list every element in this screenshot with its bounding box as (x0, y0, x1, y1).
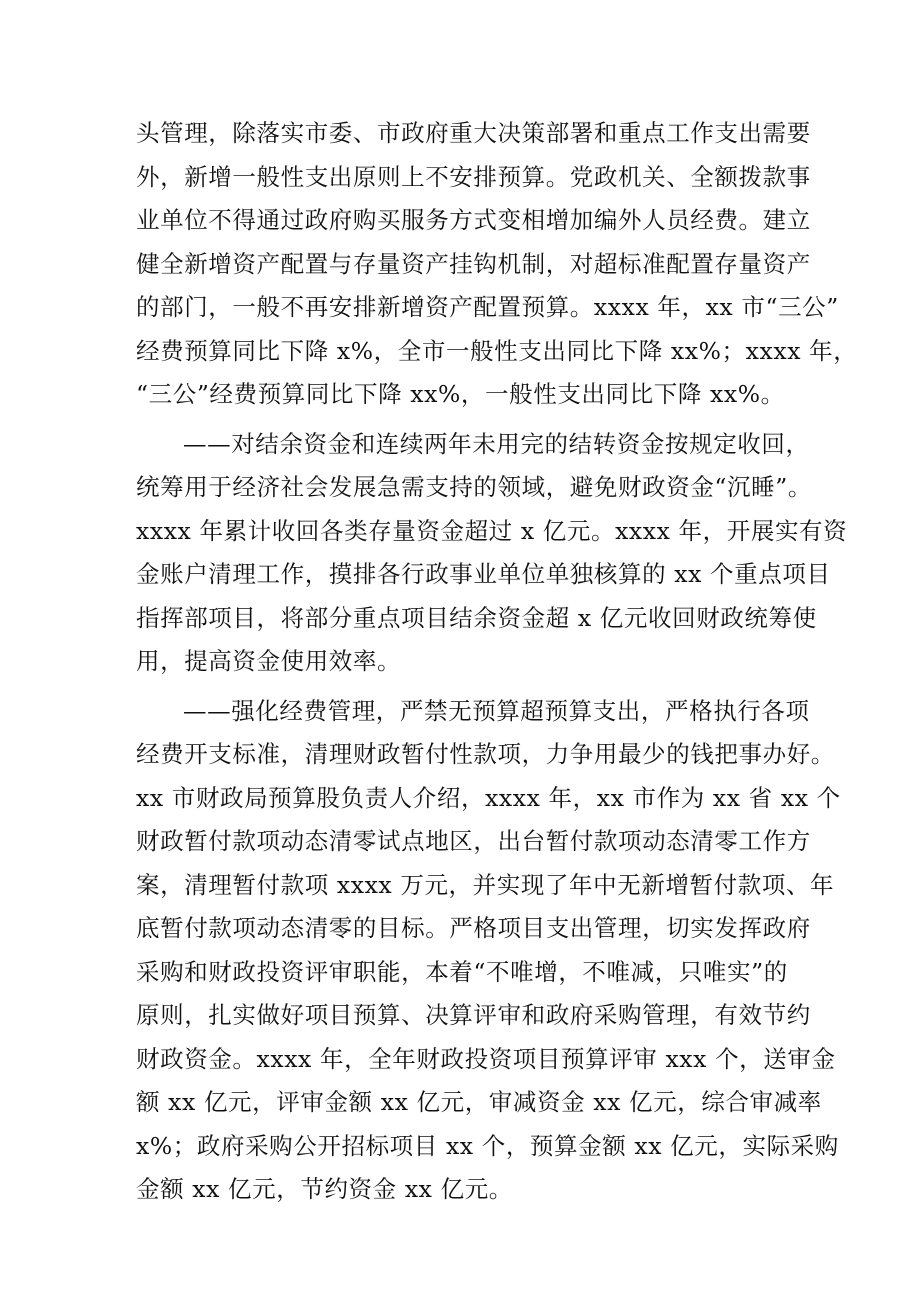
text-line: x%；政府采购公开招标项目 xx 个，预算金额 xx 亿元，实际采购 (136, 1131, 839, 1160)
text-line: 采购和财政投资评审职能，本着“不唯增，不唯减，只唯实”的 (136, 957, 788, 986)
text-line: 健全新增资产配置与存量资产挂钩机制，对超标准配置存量资产 (136, 249, 811, 278)
text-line: xxxx 年累计收回各类存量资金超过 x 亿元。xxxx 年，开展实有资 (136, 516, 848, 545)
text-line: 财政资金。xxxx 年，全年财政投资项目预算评审 xxx 个，送审金 (136, 1044, 836, 1073)
text-line: 金账户清理工作，摸排各行政事业单位单独核算的 xx 个重点项目 (136, 560, 831, 588)
text-line: ——强化经费管理，严禁无预算超预算支出，严格执行各项 (183, 696, 810, 725)
text-line: 案，清理暂付款项 xxxx 万元，并实现了年中无新增暂付款项、年 (136, 870, 835, 899)
text-line: 原则，扎实做好项目预算、决算评审和政府采购管理，有效节约 (136, 1001, 811, 1029)
text-line: 财政暂付款项动态清零试点地区，出台暂付款项动态清零工作方 (136, 827, 811, 855)
text-line: 底暂付款项动态清零的目标。严格项目支出管理，切实发挥政府 (136, 914, 811, 942)
paragraph-2 (136, 423, 848, 684)
text-line: 业单位不得通过政府购买服务方式变相增加编外人员经费。建立 (136, 206, 811, 234)
text-line: 头管理，除落实市委、市政府重大决策部署和重点工作支出需要 (136, 119, 811, 147)
paragraph-1 (136, 112, 858, 417)
text-line: 指挥部项目，将部分重点项目结余资金超 x 亿元收回财政统筹使 (136, 603, 817, 632)
text-line: xx 市财政局预算股负责人介绍，xxxx 年，xx 市作为 xx 省 xx 个 (136, 783, 841, 812)
text-line: 经费开支标准，清理财政暂付性款项，力争用最少的钱把事办好。 (136, 740, 835, 768)
text-line: 用，提高资金使用效率。 (136, 647, 402, 675)
text-line: ——对结余资金和连续两年未用完的结转资金按规定收回， (183, 429, 810, 458)
text-line: 的部门，一般不再安排新增资产配置预算。xxxx 年，xx 市“三公” (136, 293, 839, 321)
text-line: 经费预算同比下降 x%，全市一般性支出同比下降 xx%；xxxx 年， (136, 336, 858, 365)
document-body (136, 112, 858, 1212)
text-line: 金额 xx 亿元，节约资金 xx 亿元。 (136, 1175, 513, 1203)
text-line: 额 xx 亿元，评审金额 xx 亿元，审减资金 xx 亿元，综合审减率 (136, 1088, 822, 1116)
paragraph-3 (136, 690, 841, 1212)
text-line: “三公”经费预算同比下降 xx%，一般性支出同比下降 xx%。 (136, 380, 785, 408)
text-line: 外，新增一般性支出原则上不安排预算。党政机关、全额拨款事 (136, 162, 811, 191)
text-line: 统筹用于经济社会发展急需支持的领域，避免财政资金“沉睡”。 (136, 473, 812, 501)
